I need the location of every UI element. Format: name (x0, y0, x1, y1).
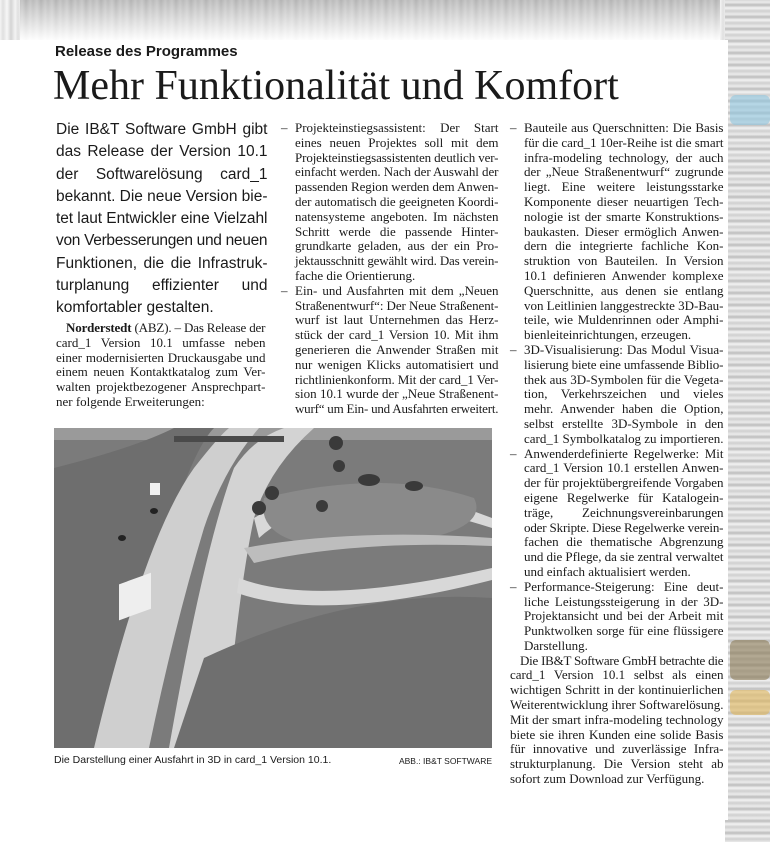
text-line (281, 120, 499, 136)
text-line: Die IB&T Software GmbH betrachte die (520, 652, 724, 668)
text-line: der „Neue Straßenentwurf“ zugrunde (524, 164, 724, 180)
text-line: eines neuen Projektes soll mit dem (295, 134, 499, 150)
scan-color-mark (730, 95, 770, 125)
text-line: einfacht werden. Nach der Auswahl der (295, 164, 499, 180)
text-line: der automatisch die geeigneten Koordi- (295, 193, 499, 209)
column-3 (510, 121, 724, 787)
intro-line: walten projektbezogener Ansprechpart- (56, 379, 266, 395)
text-line: 10.1 definieren Anwender komplexe (524, 267, 724, 283)
figure-caption: Die Darstellung einer Ausfahrt in 3D in card_1 Version 10.1. (54, 754, 332, 766)
text-line: selbst erstellte 3D-Symbole in den (524, 415, 724, 431)
text-line: liegt. Eine weitere leistungsstarke (524, 179, 724, 195)
paragraph (510, 654, 724, 787)
bullet-item (510, 580, 724, 654)
bullet-item (510, 121, 724, 343)
text-line: wichtigen Schritt in der kontinuierlichen (510, 682, 724, 698)
text-line: Mit der smart infra-modeling technology (510, 711, 724, 727)
text-line: card_1 Version 10.1 erstellen Anwen- (524, 460, 724, 476)
text-line: Weiterentwicklung ihrer Softwarelösung. (510, 697, 724, 713)
text-line: sofort zum Download zur Verfügung. (510, 771, 705, 787)
text-line: thek aus 3D-Symbolen für die Vegeta- (524, 371, 724, 387)
text-line: bienleiteinrichtungen, erzeugen. (524, 327, 692, 343)
text-line: biete sie ihren Kunden eine solide Basis (510, 726, 724, 742)
lead-line: komfortabler gestalten. (56, 299, 214, 317)
text-line: für innovative und zuverlässige Infra- (510, 741, 724, 757)
text-line: mehr. Anwender haben die Option, (524, 401, 724, 417)
text-line: für die card_1 10er-Reihe ist die smart (524, 134, 724, 150)
text-line: stück der card_1 Version 10. Mit ihm (295, 327, 499, 343)
text-span: 3D-Visualisierung: Das Modul Visua- (524, 341, 724, 357)
lead-paragraph (56, 119, 268, 320)
figure-credit: ABB.: IB&T SOFTWARE (398, 756, 492, 766)
interchange-rendering (54, 428, 492, 748)
text-line: richtlinienkonform. Mit der card_1 Ver- (295, 371, 499, 387)
text-line: teile, wie Muldenrinnen oder Amphi- (524, 312, 724, 328)
text-line: träge, Zeichnungsvereinbarungen (524, 504, 724, 520)
lead-line: tet laut Entwickler eine Vielzahl (56, 210, 268, 228)
text-line: Querschnitte, aus denen sie entlang (524, 282, 724, 298)
text-line: struktion von Bauteilen. In Version (524, 253, 724, 269)
text-line: fache die Orientierung. (295, 267, 416, 283)
intro-line: (ABZ). – Das Release der (131, 320, 266, 335)
text-line: Projektansicht und bei der Arbeit mit (524, 608, 724, 624)
figure-3d-interchange (54, 428, 492, 748)
text-line: natensysteme angeboten. Im nächsten (295, 208, 499, 224)
text-span: Anwenderdefinierte Regelwerke: Mit (524, 445, 724, 461)
intro-line: einem neuen Kontaktkatalog zum Ver- (56, 364, 266, 380)
text-line: von Leitlinien langgestreckte 3D-Bau- (524, 297, 724, 313)
text-line: dern die integrierte fachliche Kon- (524, 238, 724, 254)
lead-line: das Release der Version 10.1 (56, 143, 268, 161)
column-2 (281, 121, 499, 417)
text-line: baukasten. Dieser ermöglich Anwen- (524, 223, 724, 239)
text-span: Bauteile aus Querschnitten: Die Basis (524, 120, 724, 135)
text-line: Punktwolken sorge für eine flüssigere (524, 623, 724, 639)
lead-line: Funktionen, die die Infrastruk- (56, 254, 268, 272)
text-line: passenden Region werden dem Anwen- (295, 179, 499, 195)
text-line: und einfach aktualisiert werden. (524, 563, 691, 579)
text-line: und die Pflege, da sie zentral verwaltet (524, 549, 724, 565)
lead-line: der Softwarelösung card_1 (56, 165, 268, 183)
text-line: nologie ist der smarte Konstruktions- (524, 208, 724, 224)
lead-line: bekannt. Die neue Version bie- (56, 187, 268, 205)
intro-line: card_1 Version 10.1 umfasse neben (56, 334, 266, 350)
text-line (510, 578, 724, 595)
text-line: Straßenentwurf“: Der Neue Straßenent- (295, 297, 499, 313)
intro-paragraph (56, 321, 266, 410)
text-line (510, 120, 724, 136)
text-line: Projekteinstiegsassistenten deutlich ver- (295, 149, 499, 165)
bullet-dash: – (281, 282, 288, 298)
text-line: liche Leistungssteigerung in der 3D- (524, 593, 724, 609)
text-line: eigene Regelwerke für Katalogein- (524, 489, 724, 505)
text-line: card_1 Version 10.1 selbst als einen (510, 667, 724, 683)
scan-color-mark (730, 690, 770, 715)
text-line: tion, Verkehrszeichen und vieles (524, 386, 724, 402)
bullet-item (510, 343, 724, 447)
intro-line: ner folgende Erweiterungen: (56, 393, 205, 409)
text-line: infra-modeling technology, der auch (524, 149, 724, 165)
bullet-dash: – (510, 341, 517, 357)
kicker: Release des Programmes (55, 43, 238, 60)
bullet-item (510, 447, 724, 580)
text-line (510, 445, 724, 462)
bullet-dash: – (510, 445, 517, 461)
dateline: Norderstedt (66, 320, 132, 335)
text-line: oder Skripte. Diese Regelwerke verein- (524, 519, 724, 535)
text-span: Projekteinstiegsassistent: Der Start (295, 120, 499, 135)
lead-line: Die IB&T Software GmbH gibt (56, 121, 268, 138)
scan-color-mark (730, 640, 770, 680)
bullet-dash: – (510, 120, 517, 135)
text-line: generieren die Anwender Straßen mit (295, 341, 499, 357)
text-line: wurf“ um Ein- und Ausfahrten erweitert. (295, 401, 499, 417)
text-line: lisierung biete eine umfassende Biblio- (524, 356, 724, 372)
bullet-dash: – (281, 120, 288, 135)
text-line: fachen die thematische Abgrenzung (524, 534, 724, 550)
text-line: strukturplanung. Die Version steht ab (510, 756, 724, 772)
bullet-dash: – (510, 578, 517, 594)
intro-line: einer modernisierten Druckausgabe und (56, 349, 266, 365)
text-line: Darstellung. (524, 637, 588, 653)
text-span: Performance-Steigerung: Eine deut- (524, 578, 724, 594)
scan-border-right (725, 0, 770, 842)
text-line: jektausschnitt gewählt wird. Das verein- (295, 253, 499, 269)
lead-line: von Verbesserungen und neuen (56, 232, 268, 250)
text-line: der für projektübergreifende Vorgaben (524, 475, 724, 491)
text-line (281, 282, 499, 299)
bullet-item (281, 121, 499, 284)
lead-line: turplanung effizienter und (56, 277, 268, 295)
text-line: nur wenigen Klicks automatisiert und (295, 356, 499, 372)
scan-shadow-top (20, 0, 720, 40)
text-line: card_1 Symbolkatalog zu importieren. (524, 430, 724, 446)
text-line: sion 10.1 wurde der „Neue Straßenent- (295, 386, 499, 402)
text-line: Schritt werde die passende Hinter- (295, 223, 499, 239)
bullet-item (281, 284, 499, 417)
text-line: wurf ist laut Unternehmen das Herz- (295, 312, 499, 328)
text-span: Ein- und Ausfahrten mit dem „Neuen (295, 282, 499, 298)
text-line: grundkarte geladen, aus der ein Pro- (295, 238, 499, 254)
text-line (510, 341, 724, 358)
headline: Mehr Funktionalität und Komfort (53, 63, 619, 109)
text-line: Komponente dieser neuartigen Tech- (524, 193, 724, 209)
